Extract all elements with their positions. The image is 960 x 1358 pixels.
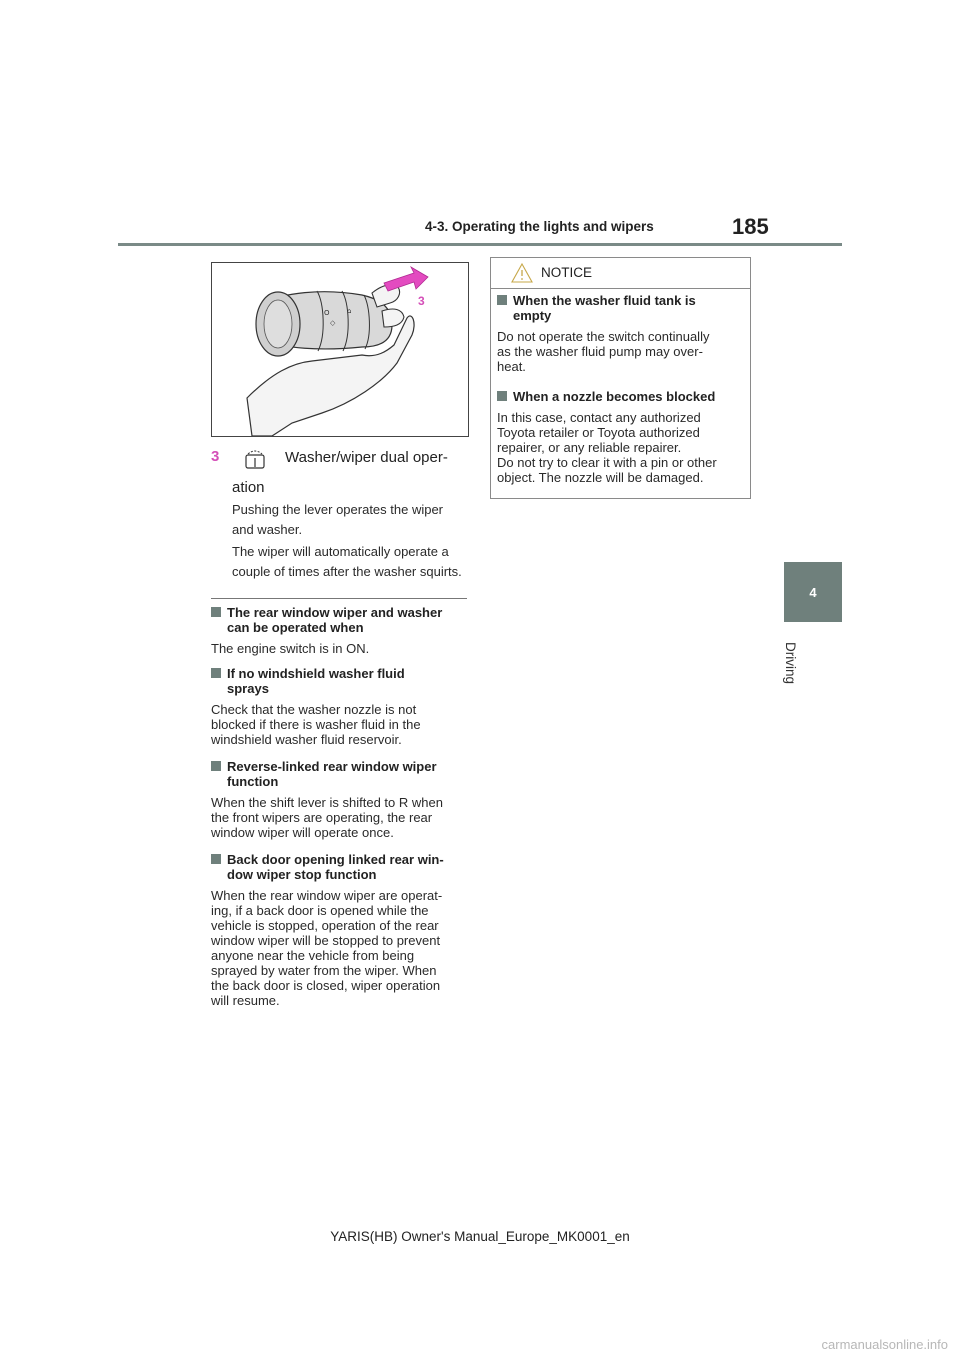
section-title: 4-3. Operating the lights and wipers: [425, 219, 654, 234]
chapter-tab: [784, 562, 842, 622]
footer-manual-id: YARIS(HB) Owner's Manual_Europe_MK0001_en: [330, 1229, 630, 1244]
step-paragraph-2: [232, 542, 472, 582]
note-heading-line: dow wiper stop function: [227, 867, 377, 882]
note-body: [211, 888, 469, 1008]
step-title-line2: ation: [232, 479, 265, 496]
note-heading-line: can be operated when: [227, 620, 364, 635]
text-line: heat.: [497, 359, 526, 374]
step-paragraph-1: [232, 500, 492, 540]
notice-box: [490, 257, 751, 499]
text-line: repairer, or any reliable repairer.: [497, 440, 682, 455]
text-line: as the washer fluid pump may over-: [497, 344, 703, 359]
note-heading-line: Reverse-linked rear window wiper: [227, 759, 437, 774]
text-line: window wiper will be stopped to prevent: [211, 933, 441, 948]
notice-header: [491, 258, 750, 289]
chapter-label-text: Driving: [783, 642, 798, 685]
step-number: 3: [211, 448, 220, 465]
notice-item-body: [497, 329, 743, 374]
text-line: the front wipers are operating, the rear: [211, 810, 433, 825]
text-line: When the rear window wiper are operat-: [211, 888, 443, 903]
chapter-number: 4: [809, 584, 817, 600]
note-heading: [211, 852, 469, 882]
notice-item-body: [497, 410, 743, 485]
svg-text:◇: ◇: [330, 319, 336, 327]
note-body: [211, 795, 469, 840]
square-bullet-icon: [211, 668, 221, 678]
text-line: The engine switch is in ON.: [211, 641, 370, 656]
svg-text:⌂: ⌂: [347, 307, 352, 315]
warning-triangle-icon: [511, 263, 533, 283]
text-line: sprayed by water from the wiper. When: [211, 963, 437, 978]
notice-heading-line: When the washer fluid tank is: [513, 293, 696, 308]
text-line: object. The nozzle will be damaged.: [497, 470, 704, 485]
square-bullet-icon: [211, 761, 221, 771]
hand-pushing-wiper-lever-illustration: [212, 263, 468, 436]
note-item: [211, 605, 469, 656]
note-heading-line: The rear window wiper and washer: [227, 605, 443, 620]
note-heading-line: function: [227, 774, 279, 789]
notice-heading-line: When a nozzle becomes blocked: [513, 389, 716, 404]
text-line: Check that the washer nozzle is not: [211, 702, 417, 717]
text-line: When the shift lever is shifted to R when: [211, 795, 443, 810]
note-body: [211, 641, 469, 656]
note-item: [211, 852, 469, 1008]
washer-wiper-icon: [243, 447, 267, 471]
text-line: blocked if there is washer fluid in the: [211, 717, 421, 732]
text-line: windshield washer fluid reservoir.: [211, 732, 402, 747]
note-item: [211, 666, 469, 747]
notice-title: NOTICE: [541, 265, 593, 280]
square-bullet-icon: [497, 391, 507, 401]
figure-callout: 3: [418, 294, 425, 308]
text-line: ing, if a back door is opened while the: [211, 903, 429, 918]
text-line: couple of times after the washer squirts.: [232, 564, 462, 579]
note-item: [211, 759, 469, 840]
note-heading: [211, 605, 469, 635]
note-heading: [211, 666, 469, 696]
text-line: The wiper will automatically operate a: [232, 544, 449, 559]
watermark: carmanualsonline.info: [821, 1337, 948, 1352]
text-line: anyone near the vehicle from being: [211, 948, 415, 963]
square-bullet-icon: [211, 607, 221, 617]
text-line: Pushing the lever operates the wiper: [232, 502, 444, 517]
text-line: Toyota retailer or Toyota authorized: [497, 425, 700, 440]
text-line: will resume.: [211, 993, 280, 1008]
text-line: Do not operate the switch continually: [497, 329, 710, 344]
header-rule: [118, 243, 842, 246]
square-bullet-icon: [497, 295, 507, 305]
step-title-line1: Washer/wiper dual oper-: [285, 449, 448, 466]
note-heading: [211, 759, 469, 789]
section-divider: [211, 598, 467, 599]
svg-text:O: O: [324, 309, 330, 317]
note-heading-line: Back door opening linked rear win-: [227, 852, 444, 867]
text-line: window wiper will operate once.: [211, 825, 394, 840]
notice-item: [497, 293, 743, 374]
notice-item: [497, 389, 743, 485]
note-body: [211, 702, 469, 747]
text-line: In this case, contact any authorized: [497, 410, 701, 425]
square-bullet-icon: [211, 854, 221, 864]
text-line: and washer.: [232, 522, 303, 537]
page-number: 185: [732, 214, 769, 239]
text-line: the back door is closed, wiper operation: [211, 978, 441, 993]
lever-illustration: [211, 262, 469, 437]
text-line: vehicle is stopped, operation of the rear: [211, 918, 439, 933]
text-line: Do not try to clear it with a pin or other: [497, 455, 717, 470]
note-heading-line: sprays: [227, 681, 269, 696]
chapter-label: [776, 642, 816, 692]
notice-item-heading: [497, 293, 743, 323]
notice-heading-line: empty: [513, 308, 552, 323]
notice-item-heading: [497, 389, 743, 404]
note-heading-line: If no windshield washer fluid: [227, 666, 405, 681]
